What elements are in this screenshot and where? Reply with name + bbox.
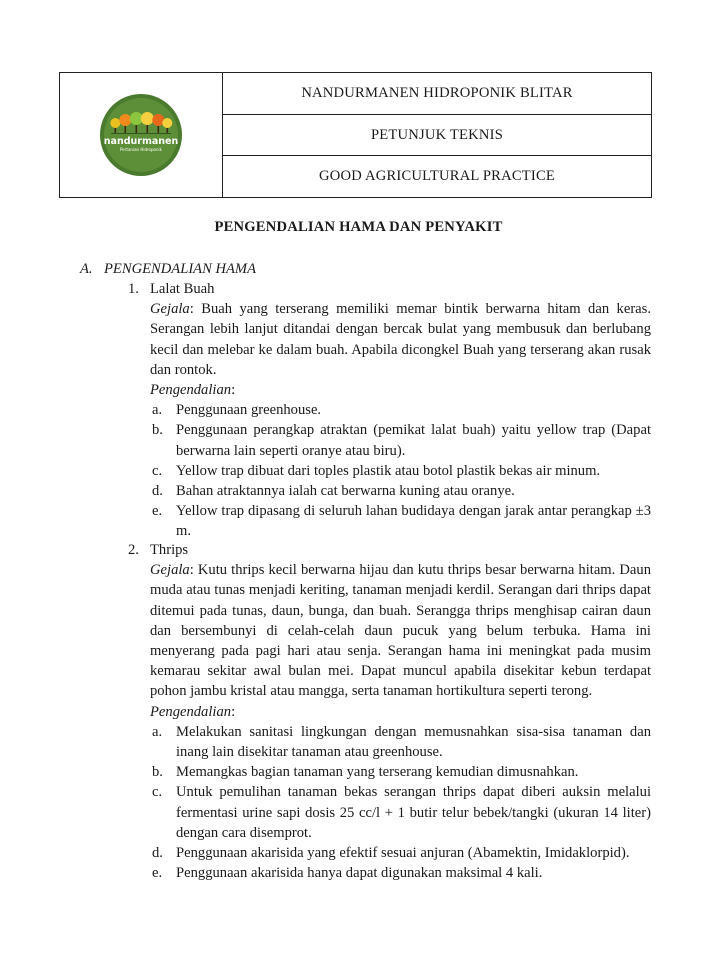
list-text: Melakukan sanitasi lingkungan dengan memusnahkan sisa-sisa tanaman dan inang lain disekitar tanaman atau greenhouse.	[176, 723, 651, 761]
list-text: Memangkas bagian tanaman yang terserang kemudian dimusnahkan.	[176, 764, 579, 781]
symptom-label: Gejala	[150, 301, 190, 318]
list-item	[128, 481, 651, 501]
list-text: Penggunaan akarisida hanya dapat digunakan maksimal 4 kali.	[176, 865, 543, 882]
header-organization: NANDURMANEN HIDROPONIK BLITAR	[301, 84, 573, 101]
list-letter: d.	[152, 845, 163, 862]
pest-number: 2.	[128, 542, 139, 558]
symptom-text: : Buah yang terserang memiliki memar bintik berwarna hitam dan keras. Serangan lebih lanjut ditandai dengan bercak bulat yang membusuk dan berlubang kecil dan melebar ke dalam buah. Apabila dicongkel Buah yang terserang akan rusak dan rontok.	[150, 301, 651, 378]
control-colon: :	[231, 382, 236, 399]
list-item	[128, 782, 651, 843]
symptom-text: : Kutu thrips kecil berwarna hijau dan kutu thrips besar berwarna hitam. Daun muda atau tunas menjadi keriting, tanaman menjadi kerdil. Serangan dari thrips dapat ditemui pada tunas, daun, bunga, dan buah. Serangga thrips menghisap cairan daun dan bersembunyi di celah-celah daun pucuk yang belum terbuka. Hama ini menyerang pada pagi hari atau senja. Serangan hama ini meningkat pada musim kemarau sekitar awal bulan mei. Dapat muncul apabila disekitar kebun terdapat pohon jambu kristal atau mangga, serta tanaman hortikultura seperti terong.	[150, 562, 651, 700]
pest-item-thrips	[128, 540, 651, 883]
list-item	[128, 420, 651, 460]
control-list	[128, 722, 651, 884]
header-info-cells	[223, 73, 651, 197]
pest-number: 1.	[128, 281, 139, 297]
list-text: Yellow trap dibuat dari toples plastik atau botol plastik bekas air minum.	[176, 462, 601, 479]
list-letter: a.	[152, 402, 163, 419]
pest-name: Thrips	[150, 542, 189, 558]
logo-subtext: Pertanian Hidroponik	[120, 147, 162, 152]
symptom-paragraph	[150, 560, 651, 701]
list-text: Yellow trap dipasang di seluruh lahan budidaya dengan jarak antar perangkap ±3 m.	[176, 503, 651, 540]
control-heading	[150, 380, 651, 400]
logo-cell	[60, 73, 223, 197]
logo-text: nandurmanen	[103, 136, 179, 147]
document-header-table	[59, 72, 652, 198]
list-text: Bahan atraktannya ialah cat berwarna kuning atau oranye.	[176, 483, 515, 500]
section-marker: A.	[80, 261, 93, 277]
list-letter: c.	[152, 784, 163, 801]
control-colon: :	[231, 703, 236, 720]
list-item	[128, 461, 651, 481]
list-text: Penggunaan perangkap atraktan (pemikat lalat buah) yaitu yellow trap (Dapat berwarna lain seperti oranye atau biru).	[176, 422, 651, 459]
list-item	[128, 722, 651, 762]
list-text: Penggunaan akarisida yang efektif sesuai anjuran (Abamektin, Imidaklorpid).	[176, 845, 630, 862]
pest-name: Lalat Buah	[150, 281, 215, 297]
list-text: Penggunaan greenhouse.	[176, 402, 322, 419]
section-label: PENGENDALIAN HAMA	[104, 261, 257, 277]
document-title: PENGENDALIAN HAMA DAN PENYAKIT	[214, 219, 503, 235]
list-item	[128, 863, 651, 883]
list-item	[128, 501, 651, 541]
symptom-paragraph	[150, 299, 651, 380]
list-item	[128, 400, 651, 420]
nandurmanen-logo	[99, 93, 183, 177]
list-item	[128, 762, 651, 782]
pest-title	[128, 540, 651, 560]
list-letter: c.	[152, 462, 163, 479]
control-label: Pengendalian	[150, 703, 232, 720]
header-document-type: PETUNJUK TEKNIS	[223, 114, 651, 156]
section-heading	[80, 259, 256, 279]
control-list	[128, 400, 651, 541]
pest-title	[128, 279, 651, 299]
list-text: Untuk pemulihan tanaman bekas serangan thrips dapat diberi auksin melalui fermentasi urine sapi dosis 25 cc/l + 1 butir telur bebek/tangki (ukuran 14 liter) dengan cara disemprot.	[176, 784, 651, 841]
list-letter: b.	[152, 764, 163, 781]
symptom-label: Gejala	[150, 562, 190, 579]
list-letter: a.	[152, 723, 163, 740]
header-subject: GOOD AGRICULTURAL PRACTICE	[223, 155, 651, 197]
list-item	[128, 843, 651, 863]
pest-item-lalat-buah	[128, 279, 651, 542]
list-letter: e.	[152, 865, 163, 882]
list-letter: b.	[152, 422, 163, 439]
list-letter: d.	[152, 483, 163, 500]
control-label: Pengendalian	[150, 382, 232, 399]
control-heading	[150, 702, 651, 722]
list-letter: e.	[152, 503, 163, 520]
